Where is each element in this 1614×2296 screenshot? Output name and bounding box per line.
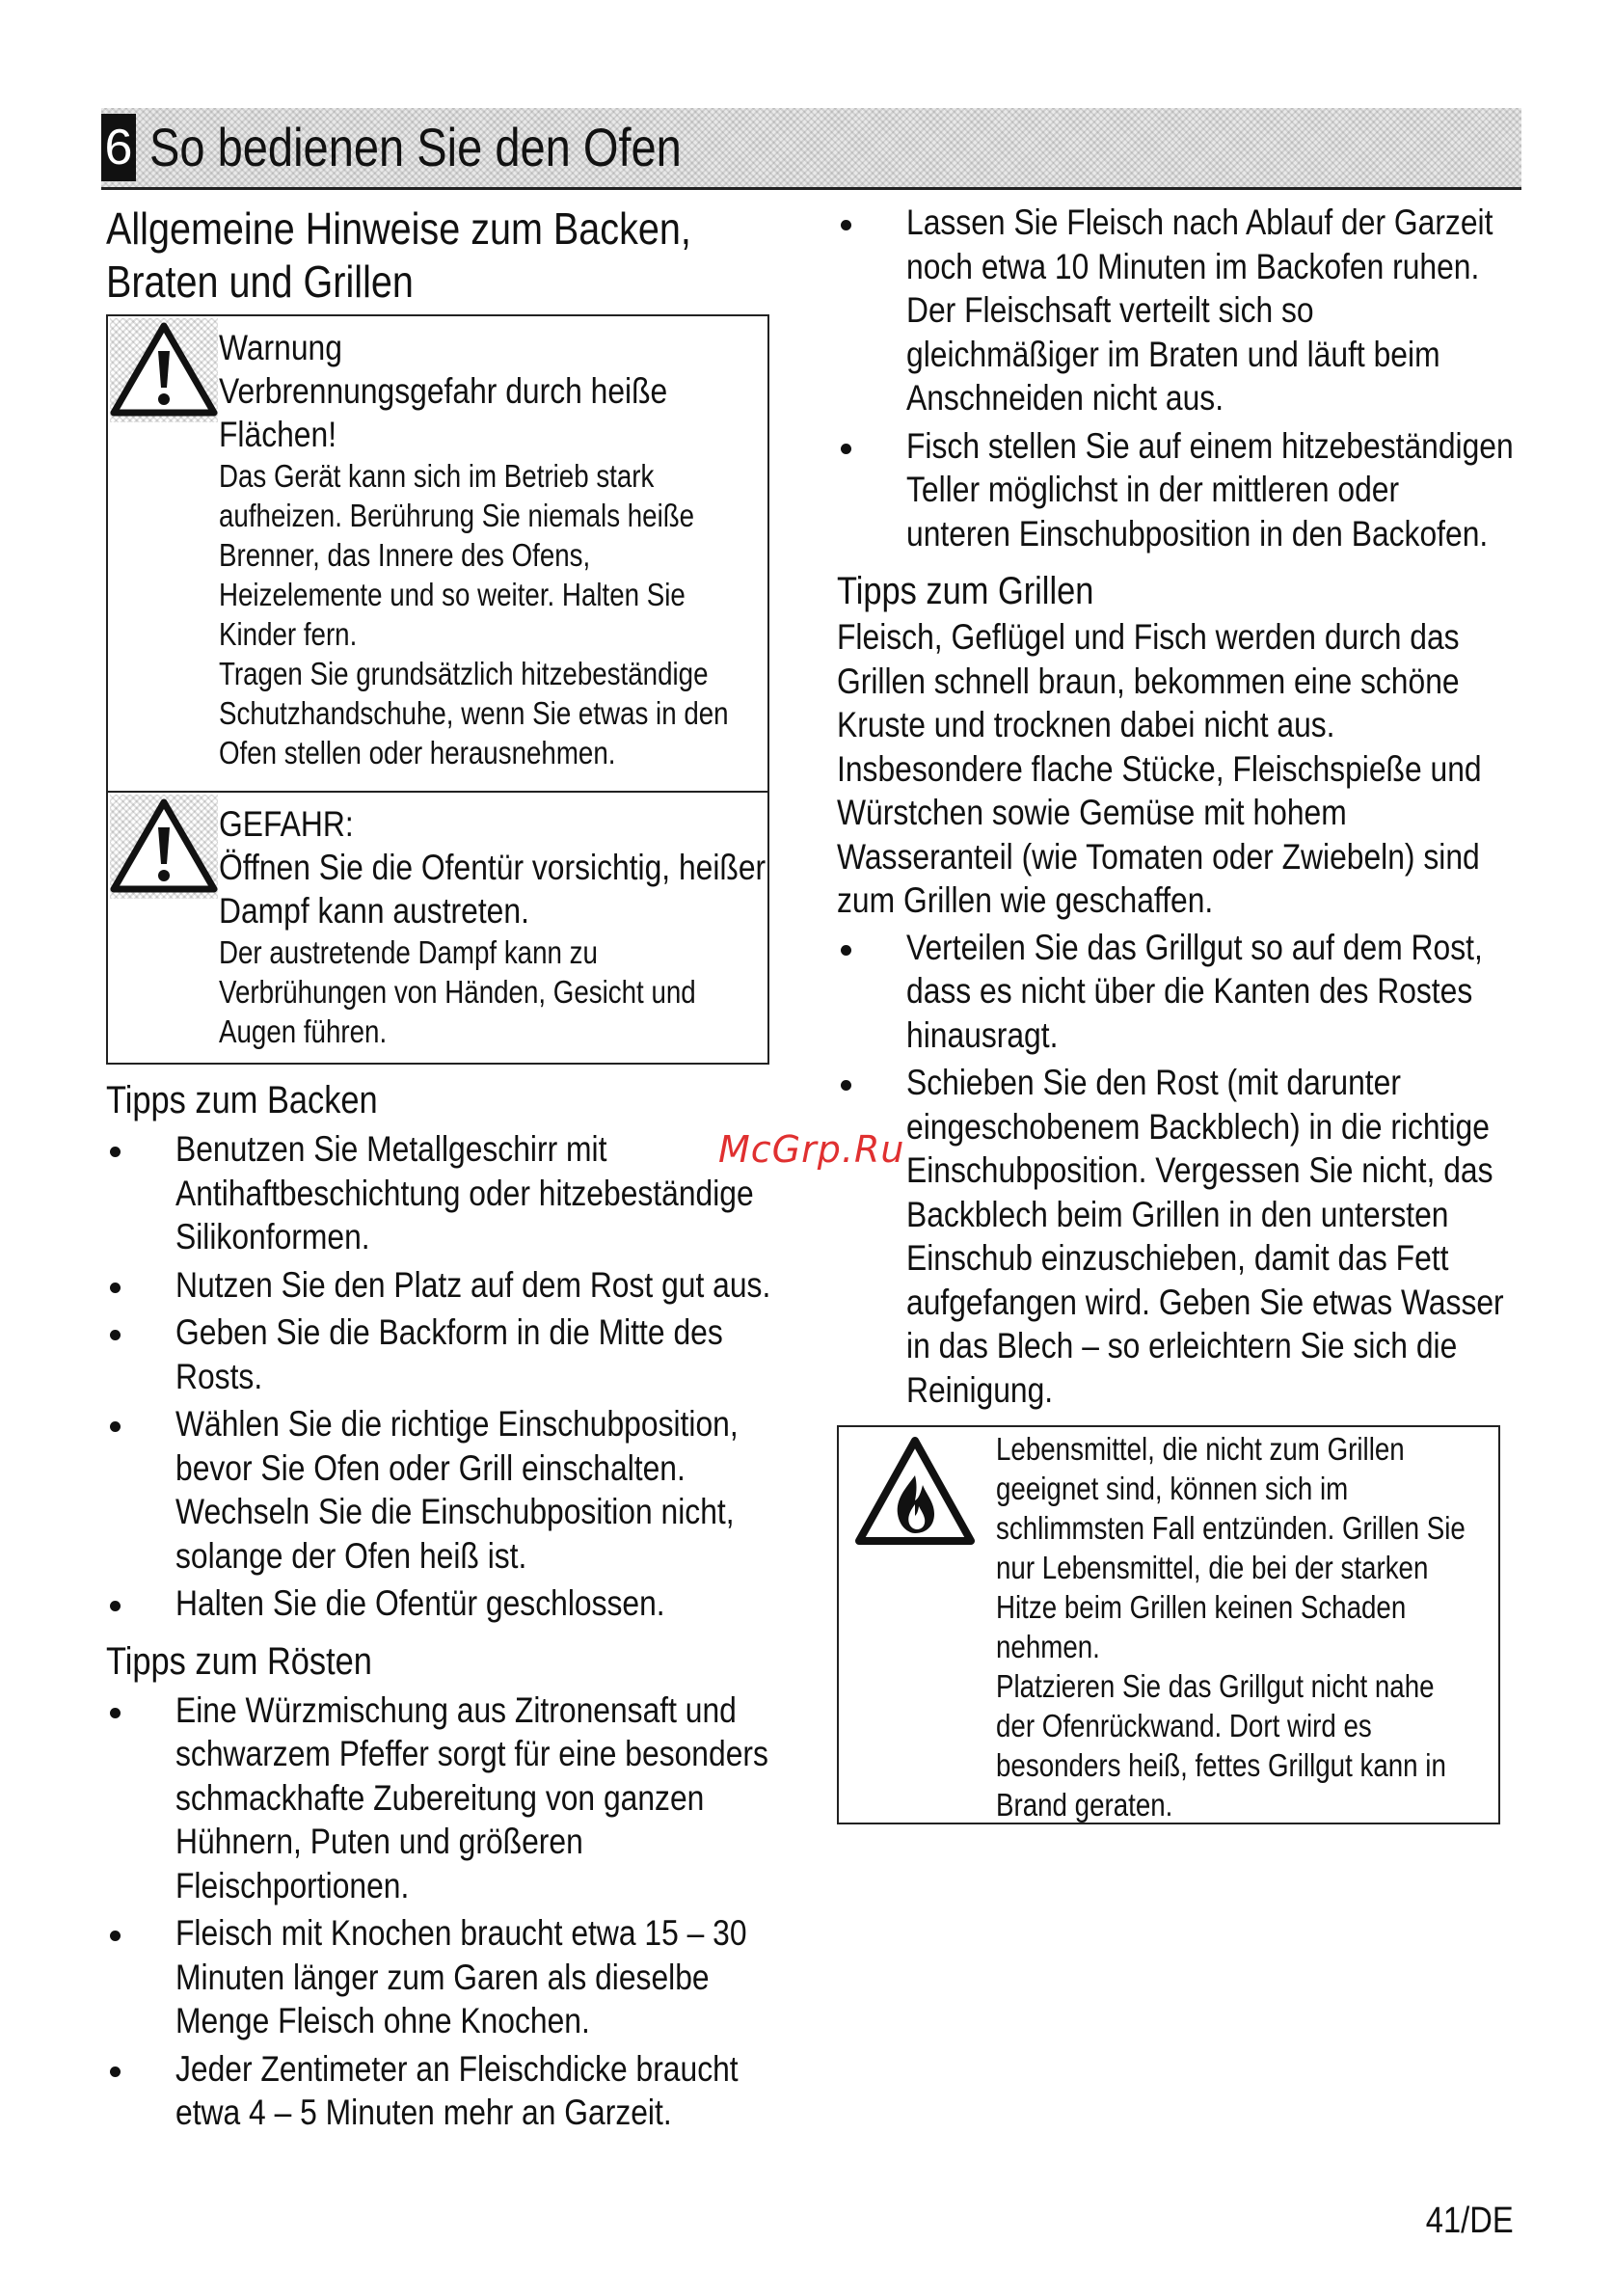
section-title: So bedienen Sie den Ofen — [149, 117, 682, 177]
fire-warning-line: Brand geraten. — [996, 1787, 1173, 1823]
bullet-icon — [110, 1283, 121, 1293]
bullet-icon — [110, 1147, 121, 1157]
meat-tips-list — [837, 201, 1523, 555]
list-item-line: eingeschobenem Backblech) in die richtige — [906, 1106, 1490, 1147]
fire-warning-line: nur Lebensmittel, die bei der starken — [996, 1550, 1429, 1585]
warning-section — [108, 316, 767, 791]
warning-body-line: Ofen stellen oder herausnehmen. — [219, 735, 616, 770]
list-item — [837, 926, 1523, 1058]
list-item-line: Einschubposition. Vergessen Sie nicht, das — [906, 1150, 1493, 1190]
grilling-list — [837, 926, 1523, 1413]
grilling-intro — [837, 615, 1482, 923]
bullet-icon — [841, 444, 851, 454]
list-item-line: Fleisch mit Knochen braucht etwa 15 – 30 — [175, 1913, 747, 1953]
warning-triangle-icon — [110, 795, 218, 899]
bullet-icon — [110, 1601, 121, 1611]
list-item — [106, 1127, 771, 1259]
paragraph-line: zum Grillen wie geschaffen. — [837, 880, 1214, 920]
list-item-line: Schieben Sie den Rost (mit darunter — [906, 1063, 1401, 1102]
warning-body-line: Brenner, das Innere des Ofens, — [219, 537, 591, 573]
left-column — [106, 203, 771, 2139]
fire-warning-line: der Ofenrückwand. Dort wird es — [996, 1708, 1372, 1743]
list-item-line: Jeder Zentimeter an Fleischdicke braucht — [175, 2048, 739, 2089]
danger-heading-line: Dampf kann austreten. — [219, 891, 529, 931]
danger-body-line: Augen führen. — [219, 1013, 388, 1049]
warning-body-line: Heizelemente und so weiter. Halten Sie — [219, 577, 686, 612]
list-item-line: in das Blech – so erleichtern Sie sich die — [906, 1326, 1458, 1365]
list-item-line: Benutzen Sie Metallgeschirr mit — [175, 1129, 607, 1169]
list-item — [106, 1402, 771, 1578]
section-number: 6 — [101, 114, 136, 181]
baking-list — [106, 1127, 771, 1626]
list-item-line: Fisch stellen Sie auf einem hitzebeständigen — [906, 425, 1514, 466]
danger-section — [108, 791, 767, 1063]
list-item-line: dass es nicht über die Kanten des Rostes — [906, 971, 1473, 1011]
warning-heading-line: Verbrennungsgefahr durch heiße — [219, 371, 668, 411]
general-heading-line: Braten und Grillen — [106, 257, 414, 307]
warning-heading — [219, 326, 690, 456]
fire-warning-line: Lebensmittel, die nicht zum Grillen — [996, 1431, 1405, 1467]
list-item — [106, 1263, 771, 1308]
list-item-line: Menge Fleisch ohne Knochen. — [175, 2001, 590, 2040]
warning-body-line: Kinder fern. — [219, 616, 358, 652]
danger-body-line: Der austretende Dampf kann zu — [219, 934, 598, 970]
bullet-icon — [110, 1421, 121, 1432]
list-item — [106, 2047, 771, 2135]
warning-body-line: aufheizen. Berührung Sie niemals heiße — [219, 498, 695, 533]
bullet-icon — [110, 2066, 121, 2077]
list-item-line: schmackhafte Zubereitung von ganzen — [175, 1777, 705, 1818]
danger-body — [219, 932, 696, 1051]
fire-warning-text — [996, 1429, 1466, 1824]
warning-body-line: Tragen Sie grundsätzlich hitzebeständige — [219, 656, 709, 691]
list-item-line: Halten Sie die Ofentür geschlossen. — [175, 1583, 665, 1623]
fire-warning-line: geeignet sind, können sich im — [996, 1471, 1349, 1506]
danger-heading-line: GEFAHR: — [219, 804, 354, 844]
grilling-heading: Tipps zum Grillen — [837, 570, 1094, 612]
list-item-line: Wählen Sie die richtige Einschubposition, — [175, 1404, 739, 1444]
list-item-line: Hühnern, Puten und größeren — [175, 1822, 583, 1861]
list-item — [106, 1911, 771, 2043]
paragraph-line: Grillen schnell braun, bekommen eine schöne — [837, 661, 1460, 701]
bullet-icon — [110, 1708, 121, 1718]
list-item — [837, 1061, 1523, 1412]
paragraph-line: Kruste und trocknen dabei nicht aus. — [837, 705, 1335, 744]
list-item-line: Fleischportionen. — [175, 1865, 410, 1905]
list-item-line: schwarzem Pfeffer sorgt für eine besonders — [175, 1734, 768, 1773]
danger-heading — [219, 802, 767, 932]
watermark: McGrp.Ru — [718, 1128, 905, 1171]
bullet-icon — [110, 1931, 121, 1941]
fire-warning-line: schlimmsten Fall entzünden. Grillen Sie — [996, 1510, 1466, 1546]
right-column — [837, 198, 1523, 1416]
list-item-line: hinausragt. — [906, 1014, 1059, 1055]
warning-box — [106, 314, 769, 1065]
list-item — [106, 1310, 771, 1398]
general-heading — [106, 203, 691, 309]
paragraph-line: Fleisch, Geflügel und Fisch werden durch das — [837, 617, 1460, 657]
page-number: 41/DE — [1426, 2201, 1514, 2241]
paragraph-line: Würstchen sowie Gemüse mit hohem — [837, 793, 1347, 832]
warning-heading-line: Warnung — [219, 328, 342, 367]
bullet-icon — [841, 1080, 851, 1091]
list-item-line: Minuten länger zum Garen als dieselbe — [175, 1957, 710, 1997]
flame-warning-icon — [853, 1435, 977, 1553]
list-item-line: unteren Einschubposition in den Backofen. — [906, 513, 1489, 554]
warning-body-line: Das Gerät kann sich im Betrieb stark — [219, 458, 655, 494]
list-item-line: Teller möglichst in der mittleren oder — [906, 470, 1400, 509]
warning-triangle-icon — [110, 318, 218, 422]
danger-heading-line: Öffnen Sie die Ofentür vorsichtig, heißer — [219, 848, 767, 887]
list-item-line: aufgefangen wird. Geben Sie etwas Wasser — [906, 1282, 1504, 1322]
list-item-line: noch etwa 10 Minuten im Backofen ruhen. — [906, 246, 1480, 286]
list-item — [106, 1688, 771, 1908]
list-item-line: Der Fleischsaft verteilt sich so — [906, 290, 1314, 330]
section-header — [101, 108, 1521, 190]
fire-warning-line: Platzieren Sie das Grillgut nicht nahe — [996, 1668, 1435, 1704]
bullet-icon — [110, 1330, 121, 1340]
list-item-line: Anschneiden nicht aus. — [906, 378, 1224, 418]
roasting-heading: Tipps zum Rösten — [106, 1639, 372, 1683]
danger-body-line: Verbrühungen von Händen, Gesicht und — [219, 974, 696, 1010]
paragraph-line: Insbesondere flache Stücke, Fleischspieße und — [837, 748, 1482, 789]
list-item-line: Rosts. — [175, 1356, 263, 1396]
bullet-icon — [841, 945, 851, 956]
list-item-line: Backblech beim Grillen in den untersten — [906, 1194, 1449, 1234]
list-item-line: etwa 4 – 5 Minuten mehr an Garzeit. — [175, 2093, 672, 2132]
list-item-line: Eine Würzmischung aus Zitronensaft und — [175, 1689, 737, 1730]
fire-warning-line: Hitze beim Grillen keinen Schaden — [996, 1589, 1407, 1625]
warning-heading-line: Flächen! — [219, 415, 337, 454]
list-item-line: Lassen Sie Fleisch nach Ablauf der Garzeit — [906, 203, 1493, 242]
list-item — [837, 201, 1523, 420]
list-item-line: solange der Ofen heiß ist. — [175, 1535, 527, 1576]
roasting-list — [106, 1688, 771, 2135]
fire-warning-box — [837, 1425, 1500, 1824]
list-item-line: Reinigung. — [906, 1369, 1054, 1410]
paragraph-line: Wasseranteil (wie Tomaten oder Zwiebeln) sind — [837, 836, 1480, 877]
list-item-line: Geben Sie die Backform in die Mitte des — [175, 1312, 723, 1352]
list-item-line: Verteilen Sie das Grillgut so auf dem Rost, — [906, 927, 1483, 967]
list-item-line: bevor Sie Ofen oder Grill einschalten. — [175, 1447, 686, 1488]
list-item-line: Nutzen Sie den Platz auf dem Rost gut aus. — [175, 1264, 771, 1305]
list-item — [837, 424, 1523, 556]
fire-warning-line: nehmen. — [996, 1629, 1100, 1664]
fire-warning-line: besonders heiß, fettes Grillgut kann in — [996, 1747, 1446, 1783]
list-item — [106, 1581, 771, 1626]
bullet-icon — [841, 220, 851, 230]
general-heading-line: Allgemeine Hinweise zum Backen, — [106, 203, 691, 254]
list-item-line: Antihaftbeschichtung oder hitzebeständige — [175, 1173, 754, 1213]
baking-heading: Tipps zum Backen — [106, 1079, 378, 1121]
list-item-line: gleichmäßiger im Braten und läuft beim — [906, 334, 1440, 374]
list-item-line: Silikonformen. — [175, 1217, 370, 1256]
warning-body — [219, 456, 729, 772]
list-item-line: Wechseln Sie die Einschubposition nicht, — [175, 1492, 735, 1531]
list-item-line: Einschub einzuschieben, damit das Fett — [906, 1238, 1449, 1278]
warning-body-line: Schutzhandschuhe, wenn Sie etwas in den — [219, 695, 729, 731]
